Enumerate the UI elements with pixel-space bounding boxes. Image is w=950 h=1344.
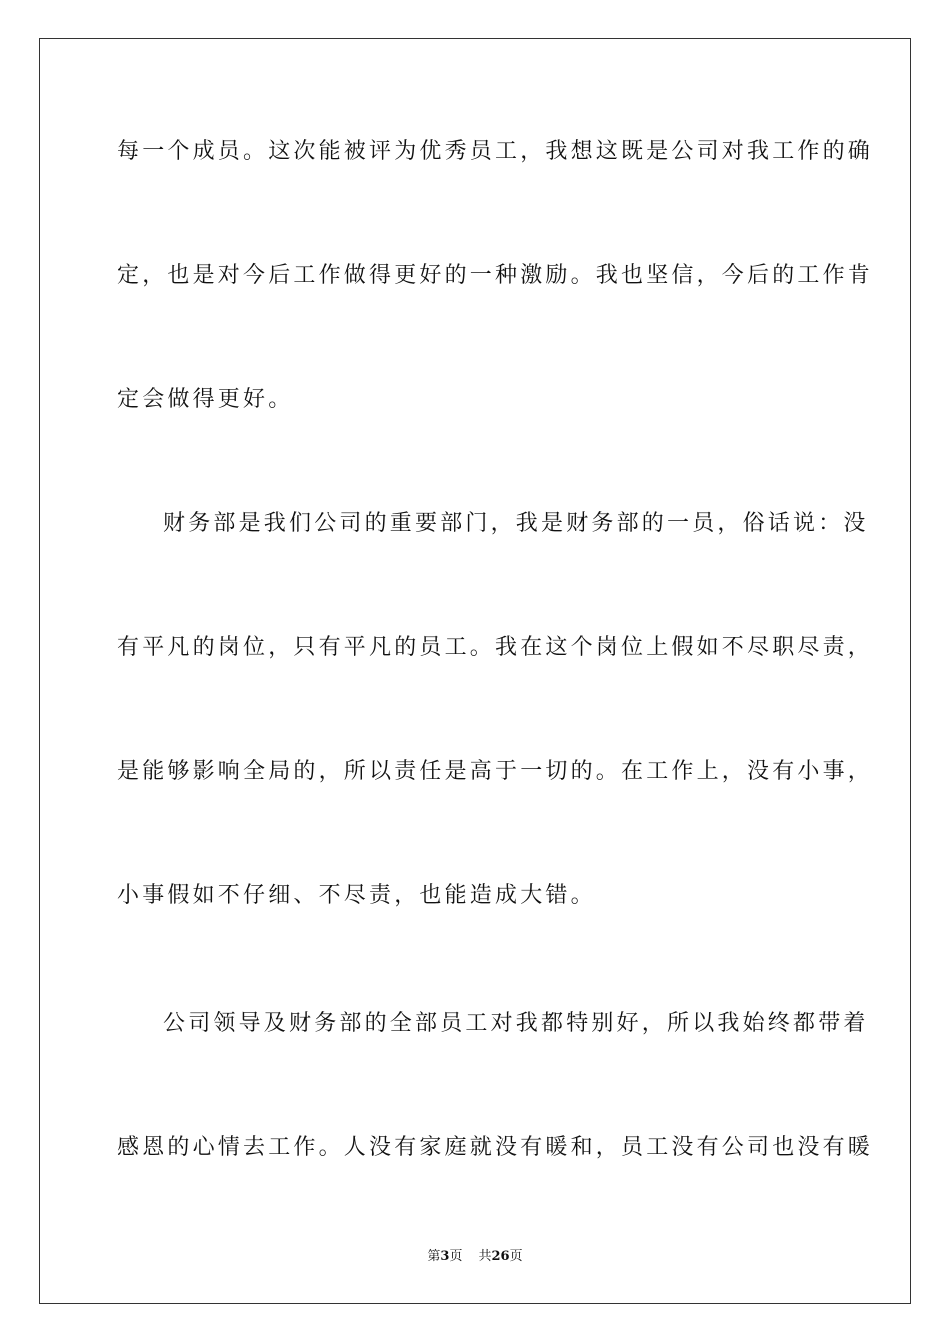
text-line-2: 定，也是对今后工作做得更好的一种激励。我也坚信，今后的工作肯	[117, 263, 874, 288]
total-pages: 26	[491, 1249, 510, 1264]
page-prefix: 第	[427, 1249, 441, 1264]
page-number: 3	[440, 1249, 450, 1264]
text-line-3: 定会做得更好。	[117, 387, 294, 412]
text-line-6: 是能够影响全局的，所以责任是高于一切的。在工作上，没有小事，	[117, 759, 874, 784]
text-line-4: 财务部是我们公司的重要部门，我是财务部的一员，俗话说：没	[163, 511, 869, 536]
page-suffix: 页	[449, 1249, 463, 1264]
text-line-1: 每一个成员。这次能被评为优秀员工，我想这既是公司对我工作的确	[117, 139, 874, 164]
page-border	[39, 38, 911, 1304]
text-line-9: 感恩的心情去工作。人没有家庭就没有暖和，员工没有公司也没有暖	[117, 1135, 874, 1160]
page-footer	[0, 1248, 950, 1266]
text-line-8: 公司领导及财务部的全部员工对我都特别好，所以我始终都带着	[163, 1011, 869, 1036]
total-suffix: 页	[509, 1249, 523, 1264]
total-prefix: 共	[478, 1249, 492, 1264]
text-line-7: 小事假如不仔细、不尽责，也能造成大错。	[117, 883, 596, 908]
text-line-5: 有平凡的岗位，只有平凡的员工。我在这个岗位上假如不尽职尽责，	[117, 635, 874, 660]
